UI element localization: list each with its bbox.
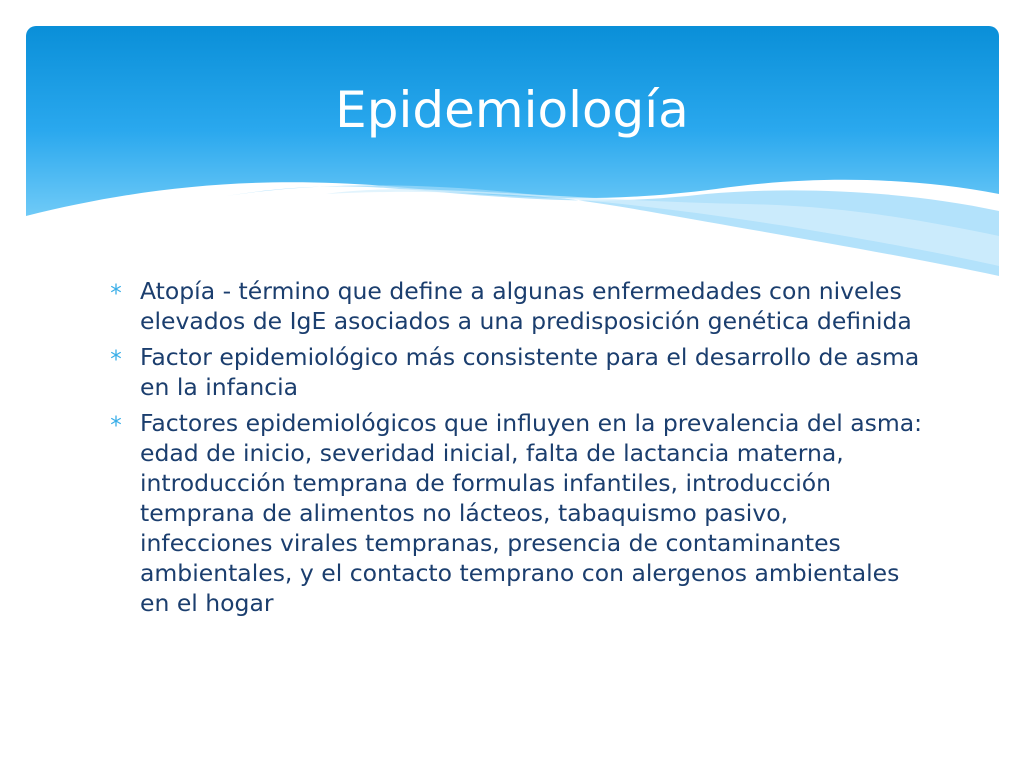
bullet-text: Atopía - término que define a algunas enfermedades con niveles elevados de IgE asociados a una predisposición genética definida [140, 277, 912, 335]
asterisk-bullet-icon [108, 347, 124, 363]
asterisk-bullet-icon [108, 413, 124, 429]
bullet-list [108, 276, 928, 624]
header-wave-graphic [26, 26, 999, 286]
bullet-text: Factor epidemiológico más consistente para el desarrollo de asma en la infancia [140, 343, 920, 401]
bullet-text: Factores epidemiológicos que influyen en la prevalencia del asma: edad de inicio, severidad inicial, falta de lactancia materna, introducción temprana de formulas infantiles, introducción temprana de alimentos no lácteos, tabaquismo pasivo, infecciones virales tempranas, presencia de contaminantes ambientales, y el contacto temprano con alergenos ambientales en el hogar [140, 409, 923, 617]
list-item [108, 342, 928, 402]
list-item [108, 408, 928, 618]
list-item [108, 276, 928, 336]
slide-title: Epidemiología [335, 81, 689, 139]
asterisk-bullet-icon [108, 281, 124, 297]
header-banner [26, 26, 999, 286]
